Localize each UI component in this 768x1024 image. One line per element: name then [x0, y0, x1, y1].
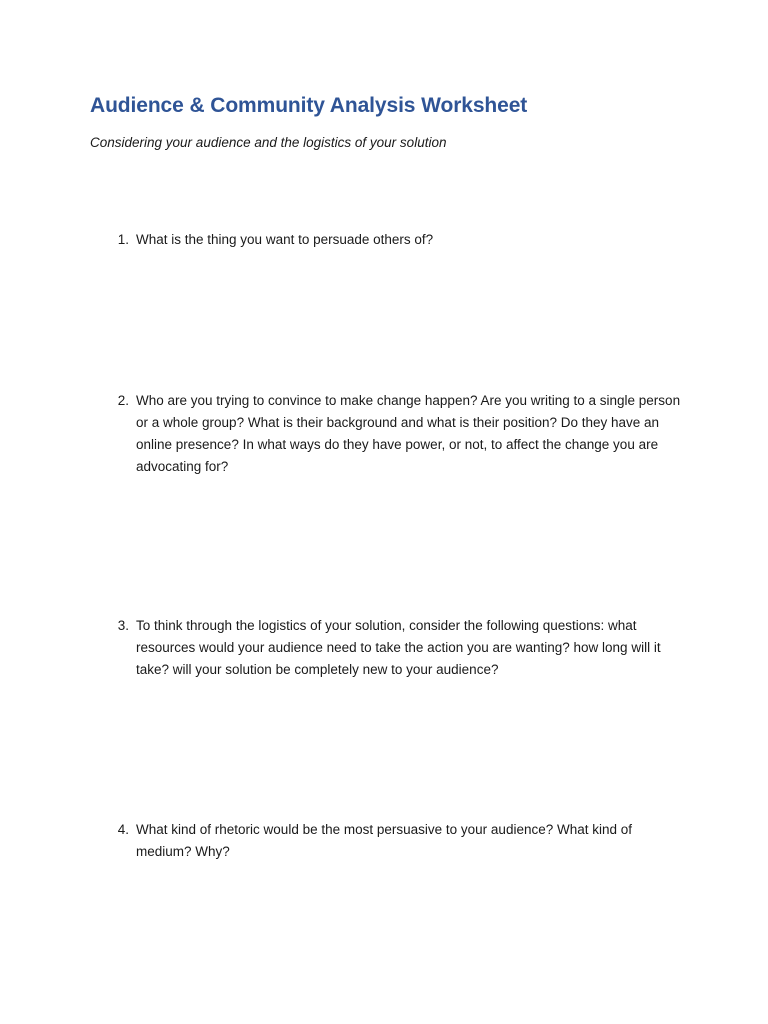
question-item-1: [105, 229, 685, 251]
question-item-2: [105, 390, 685, 478]
question-text: What is the thing you want to persuade others of?: [136, 232, 434, 247]
question-number: 1.: [117, 232, 129, 247]
question-item-3: [105, 615, 685, 681]
question-number: 3.: [117, 618, 129, 633]
question-number: 4.: [117, 822, 129, 837]
question-number: 2.: [117, 393, 129, 408]
page-subtitle: Considering your audience and the logistics of your solution: [90, 135, 447, 150]
question-text: What kind of rhetoric would be the most persuasive to your audience? What kind of medium? Why?: [136, 822, 633, 859]
page-title: Audience & Community Analysis Worksheet: [90, 94, 528, 117]
question-text: To think through the logistics of your solution, consider the following questions: what resources would your audience need to take the action you are wanting? how long will it take? will your solution be completely new to your audience?: [136, 618, 661, 677]
question-text: Who are you trying to convince to make change happen? Are you writing to a single person or a whole group? What is their background and what is their position? Do they have an online presence? In what ways do they have power, or not, to affect the change you are advocating for?: [136, 393, 681, 474]
question-item-4: [105, 819, 685, 863]
